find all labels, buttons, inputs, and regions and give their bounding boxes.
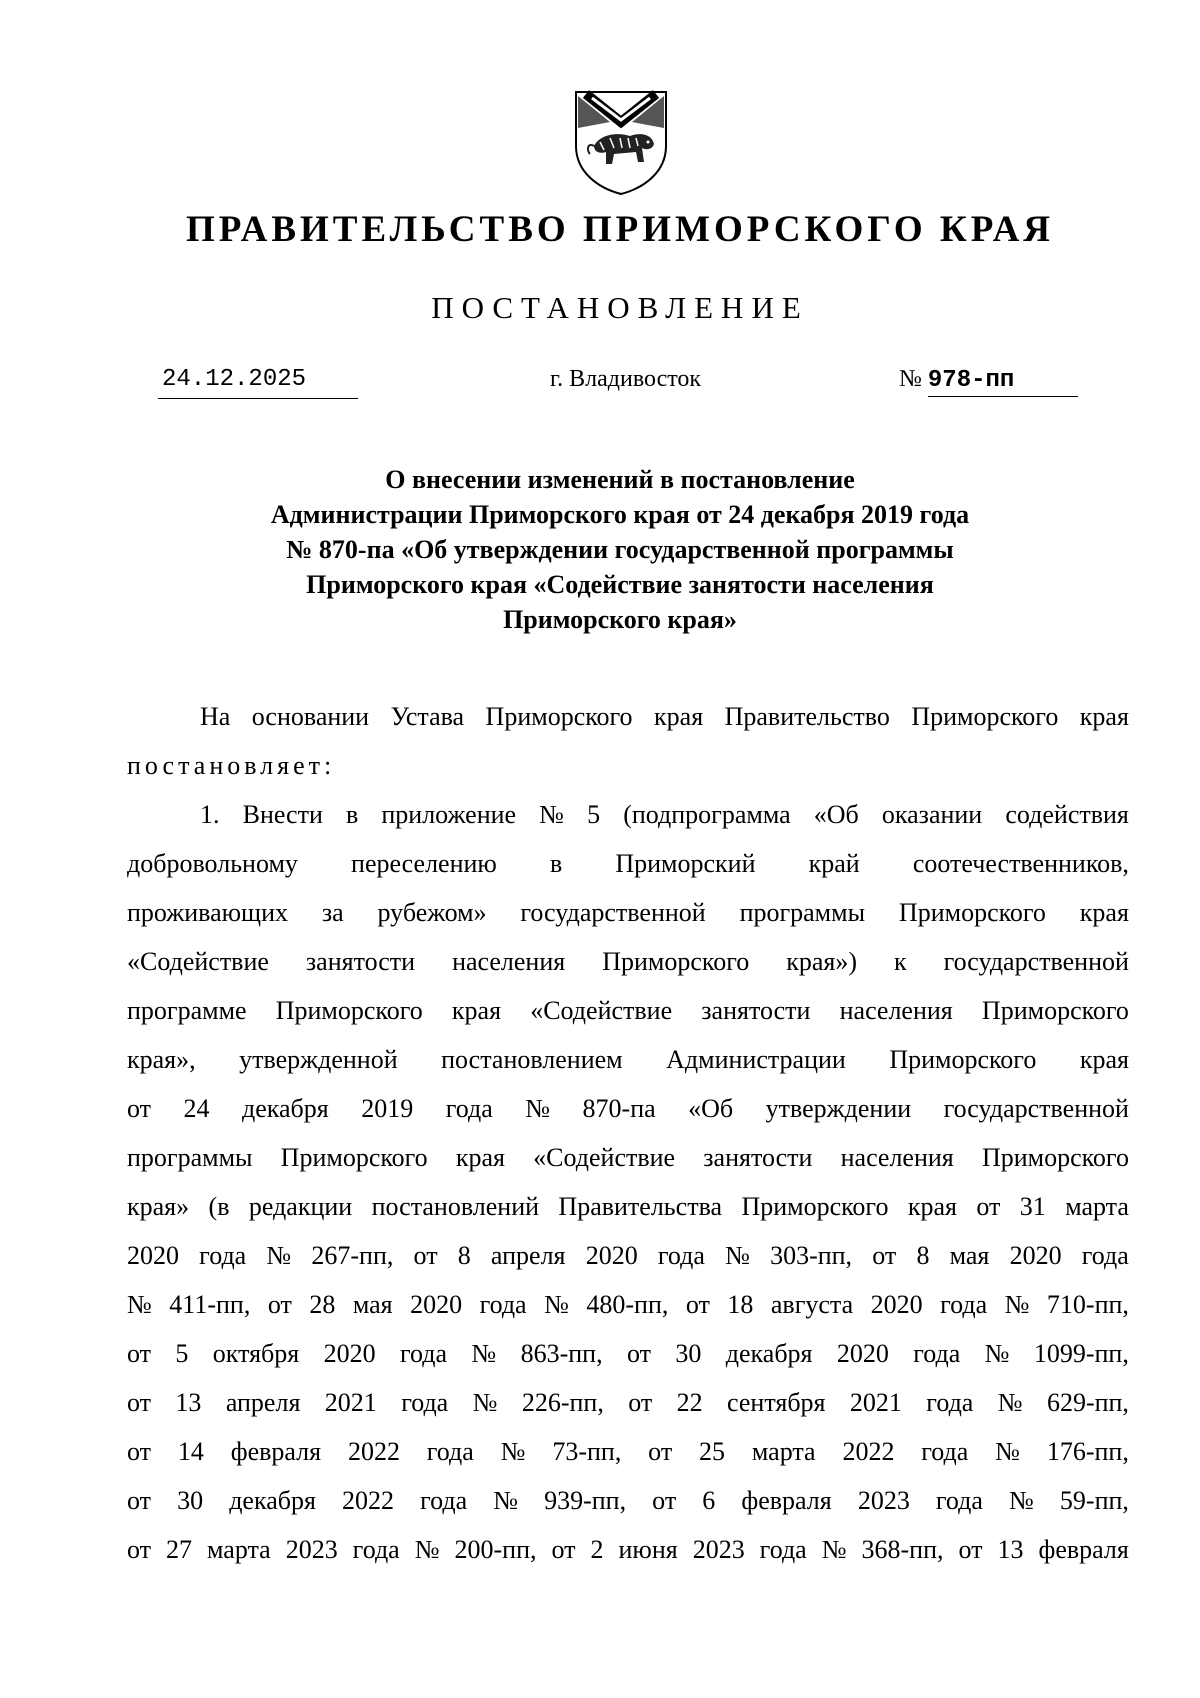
body-word: 870-па <box>582 1094 656 1123</box>
body-word: октября <box>212 1339 300 1368</box>
document-title <box>0 462 1200 637</box>
body-word: содействия <box>1005 800 1129 829</box>
title-line: № 870-па «Об утверждении государственной программы <box>286 535 954 564</box>
body-word: 30 <box>177 1486 204 1515</box>
body-word: от <box>127 1535 152 1564</box>
body-word: 25 <box>699 1437 726 1466</box>
document-number <box>899 366 1078 397</box>
body-word: «Содействие <box>533 1143 676 1172</box>
body-word: занятости <box>703 1143 813 1172</box>
body-word: 480-пп, <box>586 1290 669 1319</box>
body-word: края <box>1079 1045 1129 1074</box>
body-word: № <box>997 1388 1023 1417</box>
body-word: года <box>940 1290 988 1319</box>
body-word: края» <box>127 1192 190 1221</box>
body-word: 8 <box>457 1241 471 1270</box>
body-word: от <box>127 1486 152 1515</box>
document-city: г. Владивосток <box>550 366 702 392</box>
body-line <box>127 1231 1129 1280</box>
body-word: года <box>400 1339 448 1368</box>
body-word: 8 <box>916 1241 930 1270</box>
body-word: 18 <box>727 1290 754 1319</box>
body-word: программе <box>127 996 247 1025</box>
body-word: года <box>426 1437 474 1466</box>
body-line <box>127 1525 1129 1574</box>
body-word: № <box>500 1437 526 1466</box>
body-word: Правительства <box>558 1192 723 1221</box>
body-line <box>127 839 1129 888</box>
body-word: мая <box>352 1290 393 1319</box>
body-word: 2023 <box>692 1535 745 1564</box>
body-word: № <box>984 1339 1010 1368</box>
body-word: 27 <box>166 1535 193 1564</box>
body-word: постановлений <box>371 1192 540 1221</box>
body-word: от <box>628 1388 653 1417</box>
body-word: декабря <box>242 1094 329 1123</box>
body-word: края <box>1079 702 1129 731</box>
body-word: 2020 <box>410 1290 463 1319</box>
body-word: № <box>525 1094 551 1123</box>
body-word: 2023 <box>857 1486 910 1515</box>
body-word: марта <box>207 1535 271 1564</box>
body-word: 2019 <box>361 1094 414 1123</box>
body-line <box>127 1476 1129 1525</box>
organization-name: ПРАВИТЕЛЬСТВО ПРИМОРСКОГО КРАЯ <box>185 209 1055 250</box>
body-word: 14 <box>177 1437 204 1466</box>
body-word: июня <box>618 1535 678 1564</box>
body-word: «Содействие <box>530 996 673 1025</box>
body-word: марта <box>751 1437 816 1466</box>
body-line <box>127 741 1129 790</box>
body-word: 411-пп, <box>169 1290 251 1319</box>
body-word: переселению <box>351 849 497 878</box>
body-word: к <box>893 947 907 976</box>
body-word: от <box>413 1241 438 1270</box>
body-word: 22 <box>676 1388 703 1417</box>
body-word: государственной <box>520 898 706 927</box>
body-word: Приморского <box>889 1045 1037 1074</box>
body-word: край <box>808 849 860 878</box>
body-word: 31 <box>1019 1192 1046 1221</box>
body-word: Приморского <box>741 1192 889 1221</box>
body-word: февраля <box>1038 1535 1129 1564</box>
body-word: года <box>926 1388 974 1417</box>
body-word: года <box>445 1094 493 1123</box>
body-line <box>127 1035 1129 1084</box>
body-word: края») <box>786 947 857 976</box>
body-word: Администрации <box>666 1045 846 1074</box>
body-word: утвержденной <box>239 1045 398 1074</box>
body-word: от <box>127 1094 152 1123</box>
body-word: 13 <box>997 1535 1024 1564</box>
body-word: населения <box>839 996 953 1025</box>
document-date <box>158 366 358 399</box>
body-word: апреля <box>225 1388 301 1417</box>
body-word: № <box>414 1535 440 1564</box>
body-word: года <box>401 1388 449 1417</box>
body-word: 368-пп, <box>861 1535 944 1564</box>
body-word: 2022 <box>842 1437 895 1466</box>
body-word: 2021 <box>849 1388 902 1417</box>
body-word: декабря <box>725 1339 813 1368</box>
body-word: от <box>652 1486 677 1515</box>
body-word: Приморского <box>911 702 1059 731</box>
body-line <box>127 1182 1129 1231</box>
body-word: приложение <box>381 800 517 829</box>
document-number-value: 978-пп <box>928 367 1078 397</box>
body-word: «Об <box>688 1094 734 1123</box>
body-word: августа <box>770 1290 854 1319</box>
body-word: «Об <box>813 800 859 829</box>
body-word: года <box>479 1290 527 1319</box>
body-word: года <box>1081 1241 1129 1270</box>
body-word: 59-пп, <box>1059 1486 1129 1515</box>
body-word: года <box>420 1486 468 1515</box>
body-line <box>127 692 1129 741</box>
body-word: «Содействие <box>127 947 269 976</box>
body-word: Приморского <box>981 1143 1129 1172</box>
body-word: края», <box>127 1045 196 1074</box>
body-word: от <box>127 1437 152 1466</box>
body-line <box>127 888 1129 937</box>
body-word: 267-пп, <box>311 1241 394 1270</box>
body-word: сентября <box>727 1388 826 1417</box>
body-word: края <box>1079 898 1129 927</box>
body-word: 2021 <box>324 1388 377 1417</box>
body-word: 303-пп, <box>770 1241 853 1270</box>
body-word: Приморского <box>602 947 750 976</box>
body-word: 2022 <box>347 1437 400 1466</box>
body-word: соотечественников, <box>912 849 1129 878</box>
body-word: от <box>127 1388 152 1417</box>
body-word: 176-пп, <box>1046 1437 1129 1466</box>
body-word: 30 <box>675 1339 702 1368</box>
body-word: рубежом» <box>377 898 487 927</box>
body-word: края <box>907 1192 957 1221</box>
body-word: года <box>199 1241 247 1270</box>
body-word: 226-пп, <box>521 1388 604 1417</box>
body-word: (в <box>208 1192 230 1221</box>
body-word: марта <box>1065 1192 1129 1221</box>
document-number-prefix: № <box>899 366 922 392</box>
body-line <box>127 1280 1129 1329</box>
body-word: 2023 <box>285 1535 338 1564</box>
body-word: 13 <box>175 1388 202 1417</box>
body-word: государственной <box>943 947 1129 976</box>
body-word: (подпрограмма <box>623 800 791 829</box>
body-word: 2020 <box>585 1241 638 1270</box>
body-line <box>127 1084 1129 1133</box>
body-word: года <box>913 1339 961 1368</box>
body-word: 939-пп, <box>544 1486 627 1515</box>
body-word: Приморского <box>981 996 1129 1025</box>
body-word: № <box>1009 1486 1034 1515</box>
body-word: 1. <box>200 800 220 829</box>
body-word: 6 <box>702 1486 716 1515</box>
body-word: года <box>352 1535 400 1564</box>
body-word: постановляет: <box>127 751 336 780</box>
body-word: апреля <box>490 1241 566 1270</box>
body-word: населения <box>840 1143 954 1172</box>
body-word: основании <box>251 702 370 731</box>
body-word: февраля <box>230 1437 322 1466</box>
body-word: занятости <box>701 996 811 1025</box>
body-word: года <box>935 1486 983 1515</box>
body-word: от <box>976 1192 1001 1221</box>
title-line: Приморского края» <box>503 605 737 634</box>
body-word: года <box>657 1241 705 1270</box>
body-word: 2020 <box>836 1339 889 1368</box>
body-word: населения <box>452 947 566 976</box>
body-word: оказании <box>881 800 983 829</box>
body-word: программы <box>739 898 866 927</box>
body-word: № <box>1004 1290 1030 1319</box>
body-line <box>127 1378 1129 1427</box>
coat-of-arms-icon <box>570 88 672 196</box>
body-word: № <box>471 1339 497 1368</box>
body-word: Внести <box>242 800 323 829</box>
body-word: от <box>626 1339 652 1368</box>
body-word: края <box>451 996 502 1025</box>
body-word: 28 <box>309 1290 336 1319</box>
body-word: Приморского <box>275 996 423 1025</box>
body-word: от <box>127 1339 152 1368</box>
body-word: № <box>821 1535 847 1564</box>
body-word: 24 <box>183 1094 210 1123</box>
title-line: О внесении изменений в постановление <box>385 465 855 494</box>
body-line <box>127 937 1129 986</box>
body-word: добровольному <box>127 849 298 878</box>
body-line <box>127 1329 1129 1378</box>
body-word: программы <box>127 1143 253 1172</box>
body-word: Устава <box>390 702 465 731</box>
body-word: № <box>539 800 564 829</box>
title-line: Приморского края «Содействие занятости населения <box>306 570 934 599</box>
body-word: № <box>493 1486 519 1515</box>
body-line <box>127 1427 1129 1476</box>
body-word: утверждении <box>765 1094 912 1123</box>
body-word: 2022 <box>342 1486 394 1515</box>
body-word: за <box>321 898 344 927</box>
body-word: 2020 <box>1009 1241 1062 1270</box>
body-word: края <box>455 1143 505 1172</box>
body-word: постановлением <box>441 1045 623 1074</box>
body-word: в <box>549 849 563 878</box>
body-word: № <box>544 1290 569 1319</box>
document-body <box>127 692 1129 1574</box>
body-word: от <box>685 1290 710 1319</box>
body-word: декабря <box>229 1486 316 1515</box>
body-word: от <box>872 1241 897 1270</box>
body-word: февраля <box>741 1486 832 1515</box>
body-word: № <box>472 1388 498 1417</box>
body-word: от <box>267 1290 292 1319</box>
body-word: проживающих <box>127 898 288 927</box>
body-word: Приморского <box>280 1143 428 1172</box>
body-word: 2 <box>590 1535 604 1564</box>
body-word: 2020 <box>127 1241 179 1270</box>
body-word: 200-пп, <box>454 1535 537 1564</box>
body-word: государственной <box>943 1094 1129 1123</box>
document-date-value: 24.12.2025 <box>162 366 307 393</box>
body-word: № <box>995 1437 1020 1466</box>
body-word: года <box>921 1437 969 1466</box>
body-word: № <box>725 1241 750 1270</box>
body-word: 73-пп, <box>552 1437 622 1466</box>
body-word: занятости <box>305 947 416 976</box>
body-word: № <box>266 1241 292 1270</box>
body-word: 1099-пп, <box>1033 1339 1129 1368</box>
body-word: На <box>200 702 231 731</box>
body-line <box>127 790 1129 839</box>
title-line: Администрации Приморского края от 24 декабря 2019 года <box>270 500 970 529</box>
body-word: 629-пп, <box>1046 1388 1129 1417</box>
body-word: 710-пп, <box>1046 1290 1129 1319</box>
body-line <box>127 1133 1129 1182</box>
body-line <box>127 986 1129 1035</box>
body-word: года <box>759 1535 807 1564</box>
body-word: № <box>127 1290 152 1319</box>
body-word: 5 <box>175 1339 189 1368</box>
body-word: в <box>345 800 359 829</box>
body-word: Правительство <box>724 702 890 731</box>
body-word: от <box>648 1437 673 1466</box>
body-word: 5 <box>587 800 601 829</box>
body-word: Приморского <box>898 898 1046 927</box>
document-type: ПОСТАНОВЛЕНИЕ <box>431 290 809 325</box>
body-word: 2020 <box>323 1339 376 1368</box>
body-word: 863-пп, <box>520 1339 603 1368</box>
body-word: 2020 <box>870 1290 923 1319</box>
body-word: Приморский <box>615 849 756 878</box>
body-word: мая <box>949 1241 990 1270</box>
body-word: редакции <box>248 1192 353 1221</box>
body-word: от <box>551 1535 576 1564</box>
body-word: края <box>654 702 704 731</box>
body-word: от <box>958 1535 983 1564</box>
body-word: Приморского <box>485 702 633 731</box>
